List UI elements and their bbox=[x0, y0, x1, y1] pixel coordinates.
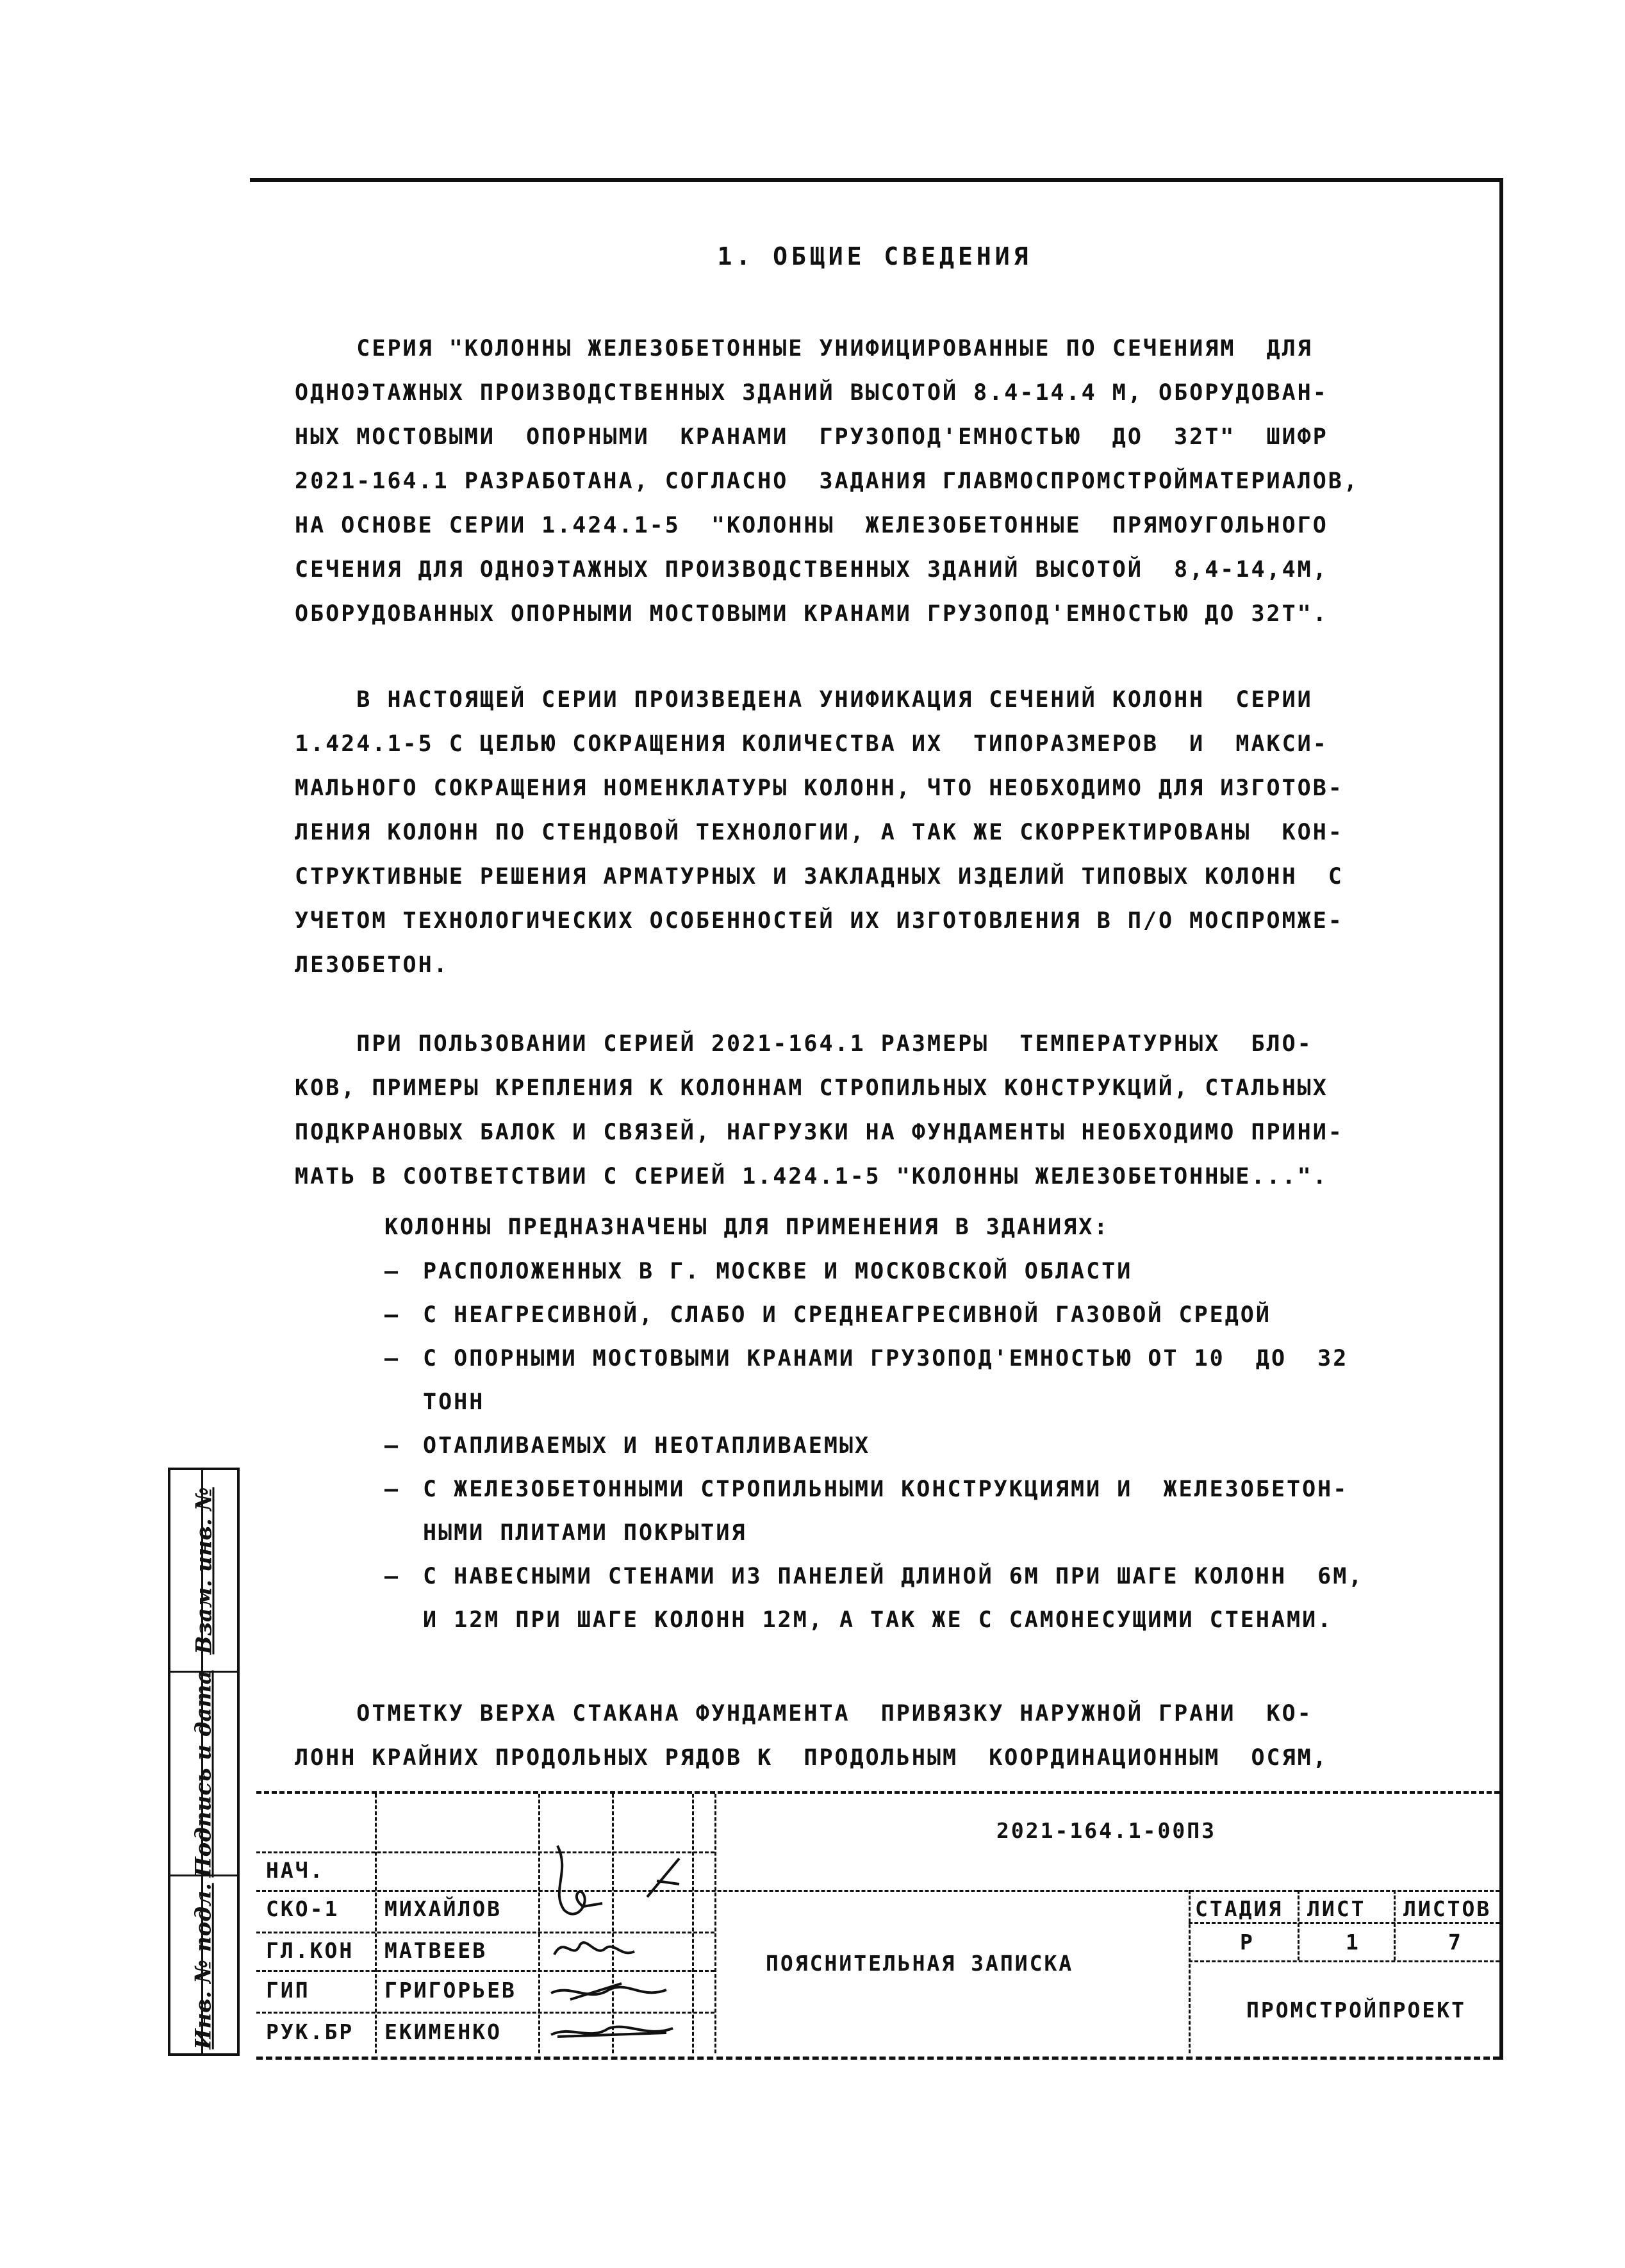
person-name: ЕКИМЕНКО bbox=[384, 2019, 502, 2044]
tb-divider bbox=[1298, 1890, 1299, 1960]
margin-stamp bbox=[168, 1468, 240, 2056]
signatures bbox=[545, 1833, 756, 2054]
document-code: 2021-164.1-00ПЗ bbox=[996, 1818, 1217, 1843]
stage-value: Р bbox=[1240, 1930, 1255, 1955]
role-label: НАЧ. bbox=[266, 1858, 325, 1883]
stamp-label: Взам. инв. № bbox=[191, 1487, 217, 1654]
signature-mark bbox=[557, 1846, 602, 1914]
tb-divider bbox=[375, 1794, 377, 2053]
tb-rule bbox=[256, 1890, 1499, 1892]
stamp-label: Подпись и дата bbox=[191, 1669, 217, 1878]
tb-divider bbox=[1394, 1890, 1396, 1960]
person-name: МИХАЙЛОВ bbox=[384, 1896, 502, 1921]
paragraph-foundation: ОТМЕТКУ ВЕРХА СТАКАНА ФУНДАМЕНТА ПРИВЯЗКУ НАРУЖНОЙ ГРАНИ КО- ЛОНН КРАЙНИХ ПРОДОЛЬНЫХ РЯДОВ К ПРОДОЛЬНЫМ КООРДИНАЦИОННЫМ ОСЯМ, bbox=[295, 1701, 1328, 1771]
paragraph-series-description: СЕРИЯ "КОЛОННЫ ЖЕЛЕЗОБЕТОННЫЕ УНИФИЦИРОВАННЫЕ ПО СЕЧЕНИЯМ ДЛЯ ОДНОЭТАЖНЫХ ПРОИЗВОДСТВЕННЫХ ЗДАНИЙ ВЫСОТОЙ 8.4-14.4 М, ОБОРУДОВАН- НЫХ МОСТОВЫМИ ОПОРНЫМИ КРАНАМИ ГРУЗОПОД'ЕМНОСТЬЮ ДО 32Т" ШИФР 2021-164.1 РАЗРАБОТАНА, СОГЛАСНО ЗАДАНИЯ ГЛАВМОСПРОМСТРОЙМАТЕРИАЛОВ, НА ОСНОВЕ СЕРИИ 1.424.1-5 "КОЛОННЫ ЖЕЛЕЗОБЕТОННЫЕ ПРЯМОУГОЛЬНОГО СЕЧЕНИЯ ДЛЯ ОДНОЭТАЖНЫХ ПРОИЗВОДСТВЕННЫХ ЗДАНИЙ ВЫСОТОЙ 8,4-14,4М, ОБОРУДОВАННЫХ ОПОРНЫМИ МОСТОВЫМИ КРАНАМИ ГРУЗОПОД'ЕМНОСТЬЮ ДО 32Т". bbox=[295, 336, 1359, 627]
person-name: ГРИГОРЬЕВ bbox=[384, 1978, 516, 2003]
document-title: ПОЯСНИТЕЛЬНАЯ ЗАПИСКА bbox=[766, 1951, 1074, 1976]
role-label: РУК.БР bbox=[266, 2019, 354, 2044]
list-item: – ОТАПЛИВАЕМЫХ И НЕОТАПЛИВАЕМЫХ bbox=[384, 1424, 1487, 1468]
tb-rule bbox=[1189, 1960, 1499, 1962]
signature-mark bbox=[551, 2027, 673, 2037]
role-label: СКО-1 bbox=[266, 1896, 340, 1921]
paragraph-usage: ПРИ ПОЛЬЗОВАНИИ СЕРИЕЙ 2021-164.1 РАЗМЕРЫ ТЕМПЕРАТУРНЫХ БЛО- КОВ, ПРИМЕРЫ КРЕПЛЕНИЯ К КОЛОННАМ СТРОПИЛЬНЫХ КОНСТРУКЦИЙ, СТАЛЬНЫХ ПОДКРАНОВЫХ БАЛОК И СВЯЗЕЙ, НАГРУЗКИ НА ФУНДАМЕНТЫ НЕОБХОДИМО ПРИНИ- МАТЬ В СООТВЕТСТВИИ С СЕРИЕЙ 1.424.1-5 "КОЛОННЫ ЖЕЛЕЗОБЕТОННЫЕ...". bbox=[295, 1031, 1344, 1189]
list-item: – С ЖЕЛЕЗОБЕТОННЫМИ СТРОПИЛЬНЫМИ КОНСТРУКЦИЯМИ И ЖЕЛЕЗОБЕТОН- НЫМИ ПЛИТАМИ ПОКРЫТИЯ bbox=[384, 1468, 1487, 1555]
tb-divider bbox=[538, 1794, 540, 2053]
sheet-label: ЛИСТ bbox=[1307, 1896, 1366, 1921]
section-heading: 1. ОБЩИЕ СВЕДЕНИЯ bbox=[717, 242, 1032, 270]
signature-mark bbox=[647, 1858, 679, 1897]
person-name: МАТВЕЕВ bbox=[384, 1938, 488, 1963]
paragraph-unification: В НАСТОЯЩЕЙ СЕРИИ ПРОИЗВЕДЕНА УНИФИКАЦИЯ СЕЧЕНИЙ КОЛОНН СЕРИИ 1.424.1-5 С ЦЕЛЬЮ СОКРАЩЕНИЯ КОЛИЧЕСТВА ИХ ТИПОРАЗМЕРОВ И МАКСИ- МАЛЬНОГО СОКРАЩЕНИЯ НОМЕНКЛАТУРЫ КОЛОНН, ЧТО НЕОБХОДИМО ДЛЯ ИЗГОТОВ- ЛЕНИЯ КОЛОНН ПО СТЕНДОВОЙ ТЕХНОЛОГИИ, А ТАК ЖЕ СКОРРЕКТИРОВАНЫ КОН- СТРУКТИВНЫЕ РЕШЕНИЯ АРМАТУРНЫХ И ЗАКЛАДНЫХ ИЗДЕЛИЙ ТИПОВЫХ КОЛОНН С УЧЕТОМ ТЕХНОЛОГИЧЕСКИХ ОСОБЕННОСТЕЙ ИХ ИЗГОТОВЛЕНИЯ В П/О МОСПРОМЖЕ- ЛЕЗОБЕТОН. bbox=[295, 687, 1344, 978]
sheets-value: 7 bbox=[1448, 1930, 1463, 1955]
signature-mark bbox=[551, 1983, 666, 1999]
signature-mark bbox=[554, 1942, 634, 1955]
tb-rule bbox=[1189, 1922, 1499, 1924]
tb-divider bbox=[1189, 1890, 1191, 2053]
stage-label: СТАДИЯ bbox=[1195, 1896, 1283, 1921]
stamp-cell-inventory bbox=[170, 1876, 237, 2056]
stamp-cell-signature bbox=[170, 1669, 237, 1878]
sheet-value: 1 bbox=[1346, 1930, 1360, 1955]
list-item: – С ОПОРНЫМИ МОСТОВЫМИ КРАНАМИ ГРУЗОПОД'ЕМНОСТЬЮ ОТ 10 ДО 32 ТОНН bbox=[384, 1337, 1487, 1424]
role-label: ГЛ.КОН bbox=[266, 1938, 354, 1963]
application-list bbox=[384, 1250, 1487, 1642]
sheets-label: ЛИСТОВ bbox=[1403, 1896, 1492, 1921]
stamp-label: Инв. № подл. bbox=[191, 1883, 217, 2049]
stamp-cell-replacement bbox=[170, 1470, 237, 1673]
list-item: – С НЕАГРЕСИВНОЙ, СЛАБО И СРЕДНЕАГРЕСИВНОЙ ГАЗОВОЙ СРЕДОЙ bbox=[384, 1293, 1487, 1337]
title-block bbox=[256, 1791, 1499, 2060]
organization-name: ПРОМСТРОЙПРОЕКТ bbox=[1246, 1998, 1467, 2023]
application-intro: КОЛОННЫ ПРЕДНАЗНАЧЕНЫ ДЛЯ ПРИМЕНЕНИЯ В ЗДАНИЯХ: bbox=[384, 1214, 1110, 1240]
role-label: ГИП bbox=[266, 1978, 310, 2003]
list-item: – РАСПОЛОЖЕННЫХ В Г. МОСКВЕ И МОСКОВСКОЙ ОБЛАСТИ bbox=[384, 1250, 1487, 1293]
list-item: – С НАВЕСНЫМИ СТЕНАМИ ИЗ ПАНЕЛЕЙ ДЛИНОЙ 6М ПРИ ШАГЕ КОЛОНН 6М, И 12М ПРИ ШАГЕ КОЛОНН 12М, А ТАК ЖЕ С САМОНЕСУЩИМИ СТЕНАМИ. bbox=[384, 1555, 1487, 1642]
